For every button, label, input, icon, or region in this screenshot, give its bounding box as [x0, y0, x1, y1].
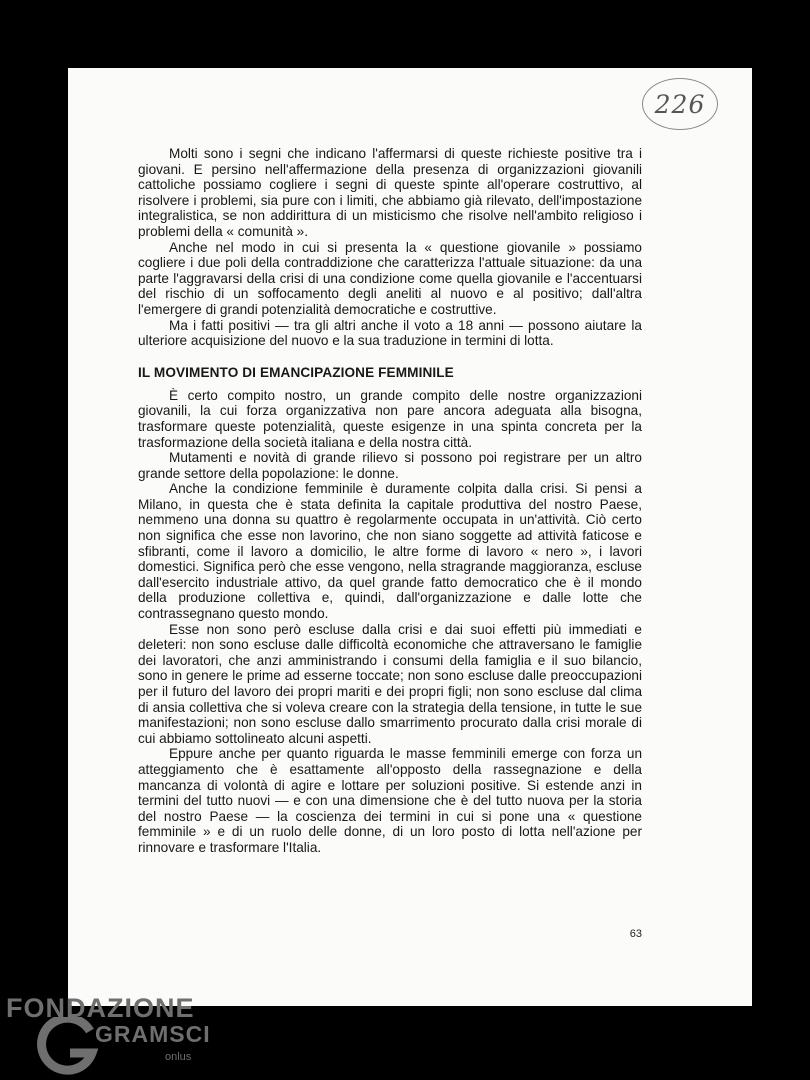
- paragraph: È certo compito nostro, un grande compito delle nostre organizzazioni giovanili, la cui forza organizzativa non pare ancora adeguata alla bisogna, trasformare queste potenzialità, queste esigenze in una spinta concreta per la trasformazione della società italiana e della nostra città.: [138, 387, 642, 450]
- page-number: 63: [629, 928, 642, 940]
- paragraph: Anche nel modo in cui si presenta la « questione giovanile » possiamo cogliere i due poli della contraddizione che caratterizza l'attuale situazione: da una parte l'aggravarsi della crisi di una condizione come quella giovanile e l'accentuarsi del rischio di un soffocamento degli aneliti al nuovo e al positivo; dall'altra l'emergere di grandi potenzialità democratiche e costruttive.: [138, 239, 642, 317]
- paragraph: Eppure anche per quanto riguarda le masse femminili emerge con forza un atteggiamento che è esattamente all'opposto della rassegnazione e della mancanza di volontà di agire e lottare per soluzioni positive. Si estende anzi in termini del tutto nuovi — e con una dimensione che è del tutto nuova per la storia del nostro Paese — la coscienza dei termini in cui si pone una « questione femminile » e di un ruolo delle donne, di un loro posto di lotta nell'azione per rinnovare e trasformare l'Italia.: [138, 746, 642, 855]
- archive-number-stamp: 226: [642, 78, 718, 130]
- paragraph: Mutamenti e novità di grande rilievo si possono poi registrare per un altro grande settore della popolazione: le donne.: [138, 450, 642, 481]
- gramsci-g-icon: [34, 1017, 98, 1075]
- body-text: [138, 146, 642, 856]
- paragraph: Ma i fatti positivi — tra gli altri anche il voto a 18 anni — possono aiutare la ulteriore acquisizione del nuovo e la sua traduzione in termini di lotta.: [138, 317, 642, 349]
- document-page: [68, 68, 752, 1006]
- paragraph: Esse non sono però escluse dalla crisi e dai suoi effetti più immediati e deleteri: non sono escluse dalle difficoltà economiche che attraversano le famiglie dei lavoratori, che anzi amministrando i consumi della famiglia e il suo bilancio, sono in genere le prime ad esserne toccate; non sono escluse dalle preoccupazioni per il futuro del lavoro dei propri mariti e dei propri figli; non sono escluse dal clima di ansia collettiva che si voleva creare con la strategia della tensione, in tutte le sue manifestazioni; non sono escluse dallo smarrimento procurato dalla crisi morale di cui abbiamo sottolineato alcuni aspetti.: [138, 621, 642, 746]
- foundation-watermark: [0, 990, 230, 1080]
- section-heading: IL MOVIMENTO DI EMANCIPAZIONE FEMMINILE: [138, 364, 454, 380]
- watermark-line1: FONDAZIONE: [6, 993, 195, 1023]
- watermark-sub: onlus: [165, 1051, 192, 1063]
- paragraph: Anche la condizione femminile è duramente colpita dalla crisi. Si pensi a Milano, in questa che è stata definita la capitale produttiva del nostro Paese, nemmeno una donna su quattro è regolarmente occupata in un'attività. Ciò certo non significa che esse non lavorino, che non siano soggette ad attività faticose e sfibranti, come il lavoro a domicilio, le altre forme di lavoro « nero », i lavori domestici. Significa però che esse vengono, nella stragrande maggioranza, escluse dall'esercito industriale attivo, da quel grande fatto democratico che è il mondo della produzione collettiva e, quindi, dall'organizzazione e dalle lotte che contrassegnano questo mondo.: [138, 481, 642, 622]
- paragraph: Molti sono i segni che indicano l'affermarsi di queste richieste positive tra i giovani. E persino nell'affermazione della presenza di organizzazioni giovanili cattoliche possiamo cogliere i segni di queste spinte all'operare costruttivo, al risolvere i problemi, sia pure con i limiti, che abbiamo già rilevato, dell'impostazione integralistica, se non addirittura di un misticismo che risolve nell'ambito religioso i problemi della « comunità ».: [138, 146, 642, 239]
- watermark-line2: GRAMSCI: [95, 1021, 211, 1047]
